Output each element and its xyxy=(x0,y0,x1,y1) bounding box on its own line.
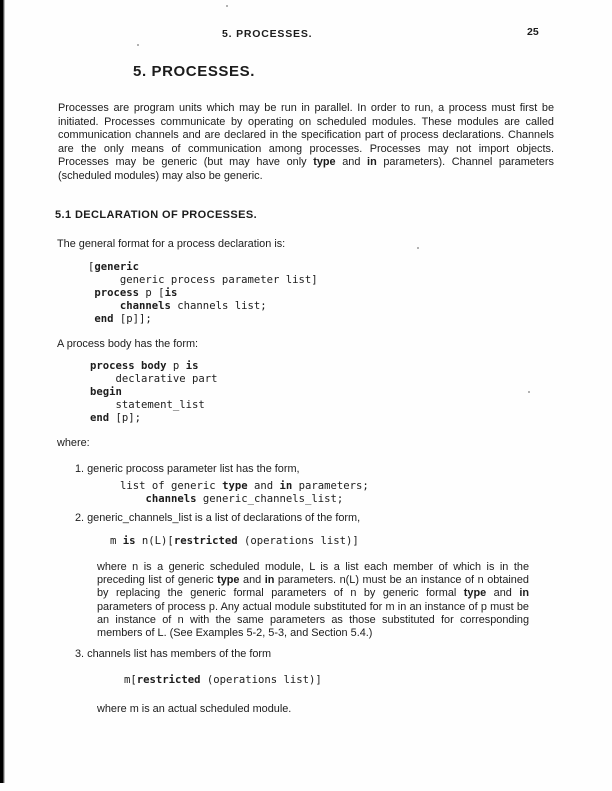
list-item-2-text: generic_channels_list is a list of declarations of the form, xyxy=(87,512,361,524)
where-label: where: xyxy=(57,437,90,449)
code-channels-member: m[restricted (operations list)] xyxy=(124,674,322,686)
scan-speck xyxy=(417,247,419,249)
body-form-intro-line: A process body has the form: xyxy=(57,338,199,350)
list-item-1-text: generic procoss parameter list has the form, xyxy=(87,463,300,475)
code-generic-params: list of generic type and in parameters; channels generic_channels_list; xyxy=(120,480,369,505)
scan-speck xyxy=(226,5,228,7)
code-process-declaration: [generic generic process parameter list] process p [is channels channels list; end [p]]; xyxy=(88,261,318,325)
list-item-3-number: 3. xyxy=(75,648,85,660)
code-channel-declaration: m is n(L)[restricted (operations list)] xyxy=(110,535,359,547)
chapter-title: 5. PROCESSES. xyxy=(133,63,256,80)
list-item-3 xyxy=(75,648,271,661)
scan-speck xyxy=(528,391,530,393)
page-number: 25 xyxy=(527,26,539,38)
format-intro-line: The general format for a process declaration is: xyxy=(57,238,286,250)
list-item-1-number: 1. xyxy=(75,463,85,475)
where-m-line: where m is an actual scheduled module. xyxy=(97,703,292,715)
list-item-1 xyxy=(75,463,300,476)
list-item-3-text: channels list has members of the form xyxy=(87,648,272,660)
code-process-body: process body p is declarative part begin statement_list end [p]; xyxy=(90,360,218,424)
list-item-2-number: 2. xyxy=(75,512,85,524)
list-item-2 xyxy=(75,512,360,525)
scan-edge-artifact xyxy=(0,0,5,783)
where-n-paragraph: where n is a generic scheduled module, L is a list each member of which is in the preceding list of generic type and in parameters. n(L) must be an instance of n obtained by replacing the generic formal parameters of n by generic formal type and in parameters of process p. Any actual module substituted for m in an instance of p must be an instance of n with the same parameters as those substituted for corresponding members of L. (See Examples 5-2, 5-3, and Section 5.4.) xyxy=(97,561,530,640)
intro-paragraph: Processes are program units which may be run in parallel. In order to run, a process must first be initiated. Processes communicate by operating on scheduled modules. These modules are called communication channels and are declared in the specification part of process declarations. Channels are the only means of communication among processes. Processes may not import objects. Processes may be generic (but may have only type and in parameters). Channel parameters (scheduled modules) may also be generic. xyxy=(58,102,554,182)
running-header: 5. PROCESSES. xyxy=(222,28,313,40)
subsection-heading: 5.1 DECLARATION OF PROCESSES. xyxy=(55,209,258,221)
scan-speck xyxy=(137,44,139,46)
